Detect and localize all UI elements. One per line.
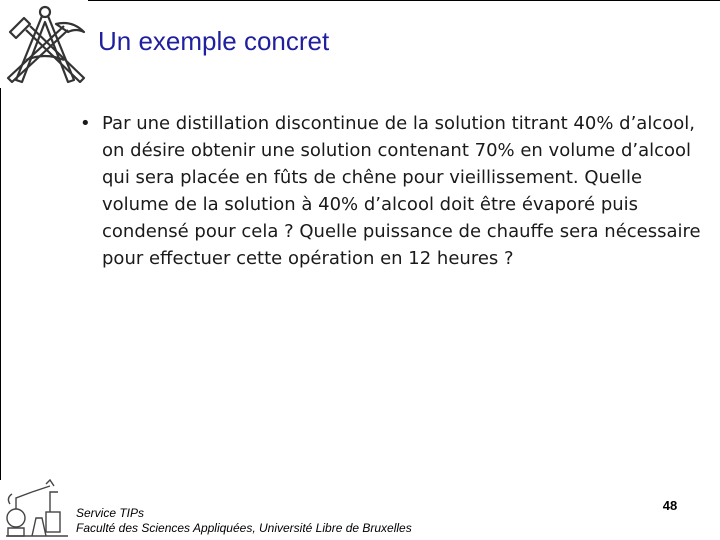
compass-hammer-pick-logo-icon: [2, 2, 88, 88]
bullet-item: [80, 110, 702, 272]
bullet-text: Par une distillation discontinue de la solution titrant 40% d’alcool, on désire obtenir une solution contenant 70% en volume d’alcool qui sera placée en fûts de chêne pour vieillissement. Quelle volume de la solution à 40% d’alcool doit être évaporé puis condensé pour cela ? Quelle puissance de chauffe sera nécessaire pour effectuer cette opération en 12 heures ?: [102, 113, 701, 269]
laboratory-glassware-icon: [2, 478, 72, 538]
slide-title: Un exemple concret: [98, 26, 330, 56]
page-number: 48: [662, 498, 678, 513]
footer-service-name: Service TIPs: [76, 506, 145, 520]
bullet-marker-icon: •: [80, 113, 91, 134]
left-divider-line: [0, 88, 1, 480]
top-divider-line: [88, 0, 720, 1]
footer: [76, 506, 412, 536]
footer-faculty-name: Faculté des Sciences Appliquées, Université Libre de Bruxelles: [76, 521, 412, 535]
